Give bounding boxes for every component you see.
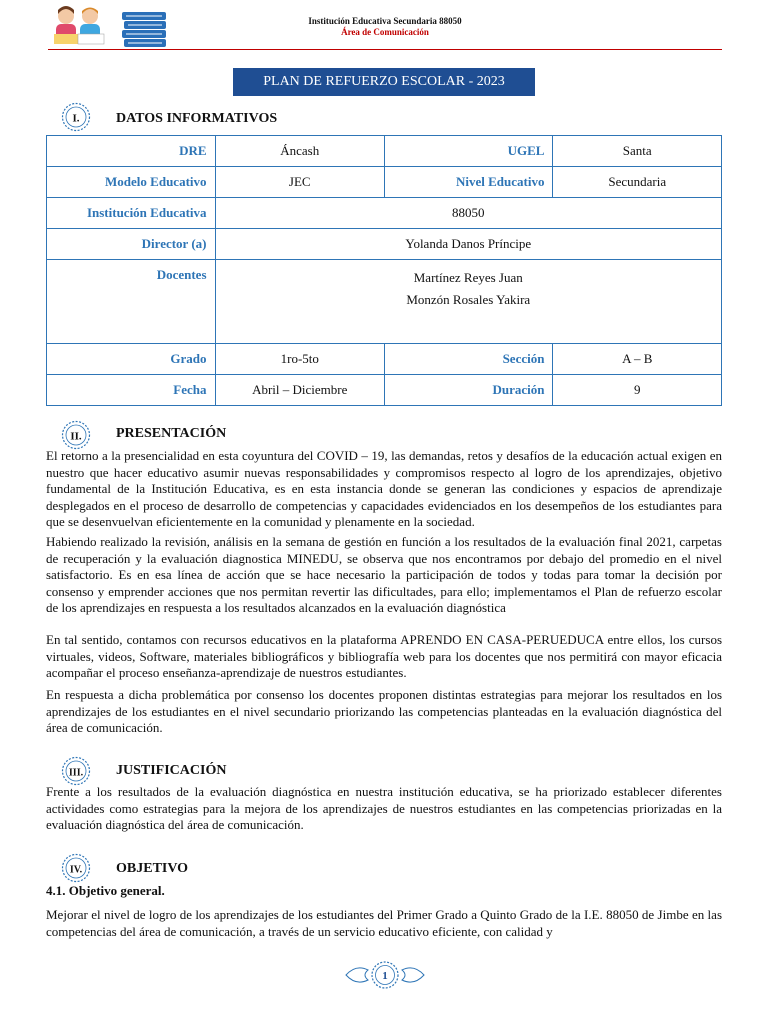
section-iii-badge bbox=[61, 756, 91, 786]
page-title: PLAN DE REFUERZO ESCOLAR - 2023 bbox=[233, 68, 535, 96]
ugel-label: UGEL bbox=[384, 136, 552, 167]
seccion-value: A – B bbox=[553, 344, 722, 375]
table-row bbox=[47, 167, 722, 198]
ie-label: Institución Educativa bbox=[47, 198, 216, 229]
ie-value: 88050 bbox=[215, 198, 721, 229]
nivel-label: Nivel Educativo bbox=[384, 167, 552, 198]
table-row bbox=[47, 375, 722, 406]
grado-label: Grado bbox=[47, 344, 216, 375]
table-row bbox=[47, 344, 722, 375]
section-ii-number: II. bbox=[70, 430, 82, 443]
objetivo-general-heading: 4.1. Objetivo general. bbox=[46, 883, 165, 898]
section-iv-badge bbox=[61, 853, 91, 883]
header-institution: Institución Educativa Secundaria 88050 bbox=[308, 16, 462, 26]
table-row bbox=[47, 229, 722, 260]
ugel-value: Santa bbox=[553, 136, 722, 167]
seccion-label: Sección bbox=[384, 344, 552, 375]
objetivo-general-paragraph: Mejorar el nivel de logro de los aprendizajes de los estudiantes del Primer Grado a Quinto Grado de la I.E. 88050 de Jimbe en las competencias del área de comunicación, a través de un servicio educativo eficiente, con calidad y bbox=[46, 907, 722, 939]
section-i-badge bbox=[61, 102, 91, 132]
table-row bbox=[47, 136, 722, 167]
modelo-label: Modelo Educativo bbox=[47, 167, 216, 198]
docente-name: Monzón Rosales Yakira bbox=[406, 292, 531, 307]
section-iv-title: OBJETIVO bbox=[116, 861, 189, 876]
table-row bbox=[47, 198, 722, 229]
section-iii-title: JUSTIFICACIÓN bbox=[116, 763, 227, 778]
docentes-label: Docentes bbox=[47, 260, 216, 344]
director-label: Director (a) bbox=[47, 229, 216, 260]
page-number-ornament bbox=[342, 958, 428, 992]
fecha-value: Abril – Diciembre bbox=[215, 375, 384, 406]
school-logo bbox=[50, 4, 170, 50]
section-ii-title: PRESENTACIÓN bbox=[116, 426, 227, 441]
header-divider bbox=[48, 49, 722, 50]
presentacion-paragraph-1: El retorno a la presencialidad en esta coyuntura del COVID – 19, las demandas, retos y desafíos de la educación actual exigen en nuestro que hacer educativo asumir nuevas responsabilidades y compromisos respecto al logro de los aprendizajes, objetivo fundamental de la Institución Educativa, es en esta instancia donde se generan las condiciones y espacios de aprendizaje desplegados en el proceso de desarrollo de competencias y capacidades evidenciados en los desempeños de los estudiantes para que se desenvuelvan eficientemente en la comunidad y plenamente en la sociedad. bbox=[46, 448, 722, 530]
info-table bbox=[46, 135, 722, 406]
presentacion-paragraph-4: En respuesta a dicha problemática por consenso los docentes proponen distintas estrategias para mejorar los resultados en los aprendizajes de los estudiantes en el nivel secundario priorizando las competencias planteadas en la evaluación diagnóstica del área de comunicación. bbox=[46, 687, 722, 736]
dre-label: DRE bbox=[47, 136, 216, 167]
duracion-label: Duración bbox=[384, 375, 552, 406]
presentacion-paragraph-2: Habiendo realizado la revisión, análisis en la semana de gestión en función a los resultados de la evaluación final 2021, carpetas de recuperación y la evaluación diagnostica MINEDU, se observa que nos encontramos por debajo del promedio en el nivel satisfactorio. Es en esa línea de acción que se hace necesario la participación de todos y todas para tomar la decisión por consenso y emprender acciones que nos permitan revertir las dificultades, para ello; implementamos el Plan de refuerzo escolar de los aprendizajes en respuesta a los resultados alcanzados en la evaluación diagnóstica bbox=[46, 534, 722, 616]
section-i-number: I. bbox=[72, 112, 80, 125]
dre-value: Áncash bbox=[215, 136, 384, 167]
modelo-value: JEC bbox=[215, 167, 384, 198]
docente-name: Martínez Reyes Juan bbox=[413, 270, 523, 285]
nivel-value: Secundaria bbox=[553, 167, 722, 198]
fecha-label: Fecha bbox=[47, 375, 216, 406]
director-value: Yolanda Danos Príncipe bbox=[215, 229, 721, 260]
page-number: 1 bbox=[382, 970, 388, 982]
presentacion-paragraph-3: En tal sentido, contamos con recursos educativos en la plataforma APRENDO EN CASA-PERUEDUCA entre ellos, los cursos virtuales, videos, Software, materiales bibliográficos y bibliografía web para los docentes que nos permitirá con mayor eficacia acompañar el proceso enseñanza-aprendizaje de nuestros estudiantes. bbox=[46, 632, 722, 681]
section-iii-number: III. bbox=[68, 767, 84, 779]
table-row bbox=[47, 260, 722, 344]
duracion-value: 9 bbox=[553, 375, 722, 406]
docentes-value bbox=[215, 260, 721, 344]
section-i-title: DATOS INFORMATIVOS bbox=[116, 111, 278, 126]
section-iv-number: IV. bbox=[69, 864, 83, 876]
header-text bbox=[230, 16, 540, 38]
grado-value: 1ro-5to bbox=[215, 344, 384, 375]
section-ii-badge bbox=[61, 420, 91, 450]
header-area: Área de Comunicación bbox=[341, 27, 429, 37]
justificacion-paragraph: Frente a los resultados de la evaluación diagnóstica en nuestra institución educativa, se ha priorizado establecer diferentes actividades como estrategias para la mejora de los aprendizajes de nuestros estudiantes en las competencias priorizadas en la evaluación diagnóstica del área de comunicación. bbox=[46, 784, 722, 833]
